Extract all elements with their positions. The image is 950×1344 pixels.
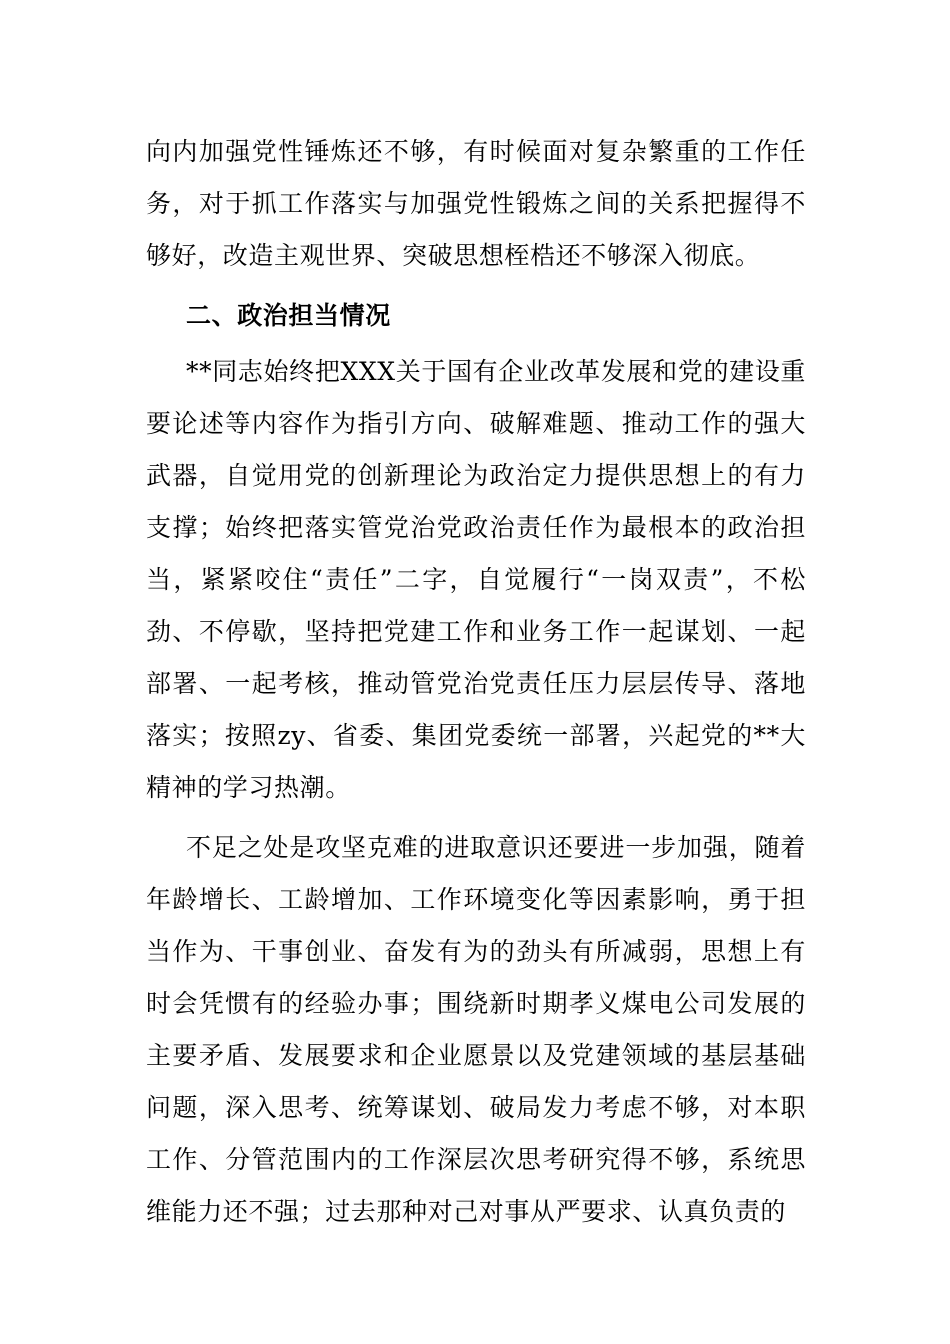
paragraph-spacer: [146, 282, 806, 290]
document-body: [146, 126, 806, 1238]
paragraph-spacer: [146, 814, 806, 822]
paragraph-continuation: 向内加强党性锤炼还不够，有时候面对复杂繁重的工作任务，对于抓工作落实与加强党性锻炼之间的关系把握得不够好，改造主观世界、突破思想桎梏还不够深入彻底。: [146, 137, 806, 270]
section-heading-political-responsibility: 二、政治担当情况: [186, 301, 391, 330]
paragraph-political-responsibility: **同志始终把XXX关于国有企业改革发展和党的建设重要论述等内容作为指引方向、破解难题、推动工作的强大武器，自觉用党的创新理论为政治定力提供思想上的有力支撑；始终把落实管党治党政治责任作为最根本的政治担当，紧紧咬住“责任”二字，自觉履行“一岗双责”，不松劲、不停歇，坚持把党建工作和业务工作一起谋划、一起部署、一起考核，推动管党治党责任压力层层传导、落地落实；按照zy、省委、集团党委统一部署，兴起党的**大精神的学习热潮。: [146, 357, 806, 802]
paragraph-shortcomings: 不足之处是攻坚克难的进取意识还要进一步加强，随着年龄增长、工龄增加、工作环境变化等因素影响，勇于担当作为、干事创业、奋发有为的劲头有所减弱，思想上有时会凭惯有的经验办事；围绕新时期孝义煤电公司发展的主要矛盾、发展要求和企业愿景以及党建领域的基层基础问题，深入思考、统筹谋划、破局发力考虑不够，对本职工作、分管范围内的工作深层次思考研究得不够，系统思维能力还不强；过去那种对己对事从严要求、认真负责的: [146, 833, 806, 1226]
